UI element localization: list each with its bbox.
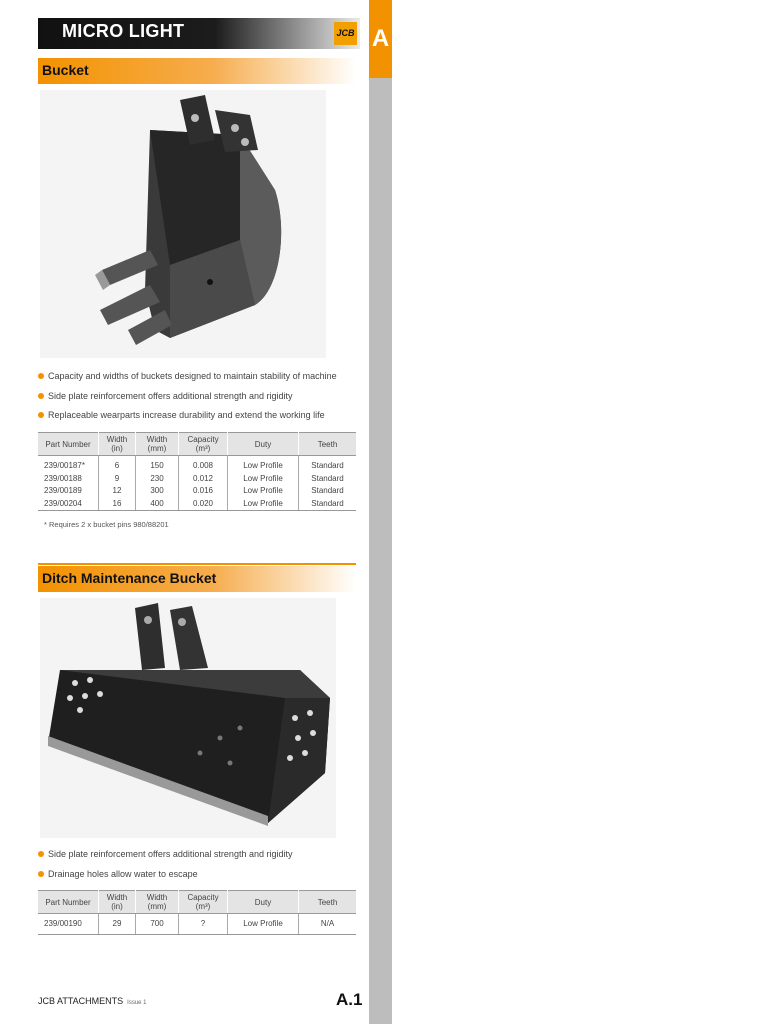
table-cell: 0.020 [179, 498, 228, 511]
table-cell: 9 [99, 473, 136, 486]
page-title-bar [38, 18, 360, 49]
list-item: Side plate reinforcement offers additional strength and rigidity [38, 390, 337, 410]
table-cell: 239/00189 [38, 485, 99, 498]
column-header: Width (mm) [136, 891, 179, 914]
jcb-logo: JCB [334, 22, 357, 45]
table-cell: 230 [136, 473, 179, 486]
table-cell: Low Profile [228, 456, 299, 473]
table-cell: Low Profile [228, 485, 299, 498]
table-cell: 0.012 [179, 473, 228, 486]
ditch-bucket-photo [40, 598, 336, 838]
table-cell: Standard [299, 498, 357, 511]
section-tab: A [369, 0, 392, 78]
table-cell: 239/00188 [38, 473, 99, 486]
table-cell: 700 [136, 914, 179, 935]
table-cell: Standard [311, 461, 344, 470]
column-header: Capacity (m³) [179, 433, 228, 456]
bucket-features [38, 370, 337, 429]
column-header: Duty [228, 433, 299, 456]
list-item: Capacity and widths of buckets designed to maintain stability of machine [38, 370, 337, 390]
table-cell: 300 [136, 485, 179, 498]
table-header-row [38, 433, 356, 456]
table-cell: 239/00204 [38, 498, 99, 511]
bucket-spec-table [38, 432, 356, 511]
column-header: Width (in) [99, 891, 136, 914]
table-cell: 239/00187* [38, 456, 99, 473]
column-header: Capacity (m³) [179, 891, 228, 914]
bucket-photo [40, 90, 326, 358]
column-header: Teeth [299, 891, 357, 914]
table-cell: 239/00190 [38, 914, 99, 935]
ditch-features [38, 848, 292, 887]
table-cell: Low Profile [228, 914, 299, 935]
ditch-heading-text: Ditch Maintenance Bucket [42, 570, 217, 586]
column-header: Part Number [38, 891, 99, 914]
section-divider [38, 563, 356, 565]
table-cell: 6 [99, 456, 136, 473]
column-header: Duty [228, 891, 299, 914]
bucket-heading [38, 58, 356, 84]
table-cell: 16 [99, 498, 136, 511]
table-cell: Standard [311, 473, 344, 483]
table-row [38, 485, 356, 498]
side-rail [369, 0, 392, 1024]
footer-title: JCB ATTACHMENTS [38, 996, 124, 1006]
table-row [38, 473, 356, 486]
table-cell: N/A [299, 914, 357, 935]
footer-issue: Issue 1 [127, 1000, 147, 1006]
ditch-heading [38, 566, 356, 592]
list-item: Drainage holes allow water to escape [38, 868, 292, 888]
footnote: * Requires 2 x bucket pins 980/88201 [44, 520, 169, 529]
column-header: Part Number [38, 433, 99, 456]
column-header: Width (mm) [136, 433, 179, 456]
table-cell: Low Profile [228, 498, 299, 511]
table-row [38, 914, 356, 935]
bucket-heading-text: Bucket [42, 62, 89, 78]
table-cell: Low Profile [228, 473, 299, 486]
list-item: Replaceable wearparts increase durability and extend the working life [38, 409, 337, 429]
table-cell: 29 [99, 914, 136, 935]
table-cell: 0.016 [179, 485, 228, 498]
column-header: Width (in) [99, 433, 136, 456]
table-cell: ? [179, 914, 228, 935]
table-row [38, 498, 356, 511]
page-number: A.1 [336, 990, 363, 1009]
table-cell: 150 [136, 456, 179, 473]
ditch-spec-table [38, 890, 356, 935]
column-header: Teeth [299, 433, 357, 456]
table-cell: Standard [311, 486, 344, 495]
table-header-row [38, 891, 356, 914]
table-cell: 400 [136, 498, 179, 511]
table-cell: 12 [99, 485, 136, 498]
table-cell: 0.008 [179, 456, 228, 473]
footer-brand [38, 996, 147, 1006]
page-title: MICRO LIGHT [62, 21, 185, 41]
table-row [38, 456, 356, 473]
list-item: Side plate reinforcement offers additional strength and rigidity [38, 848, 292, 868]
